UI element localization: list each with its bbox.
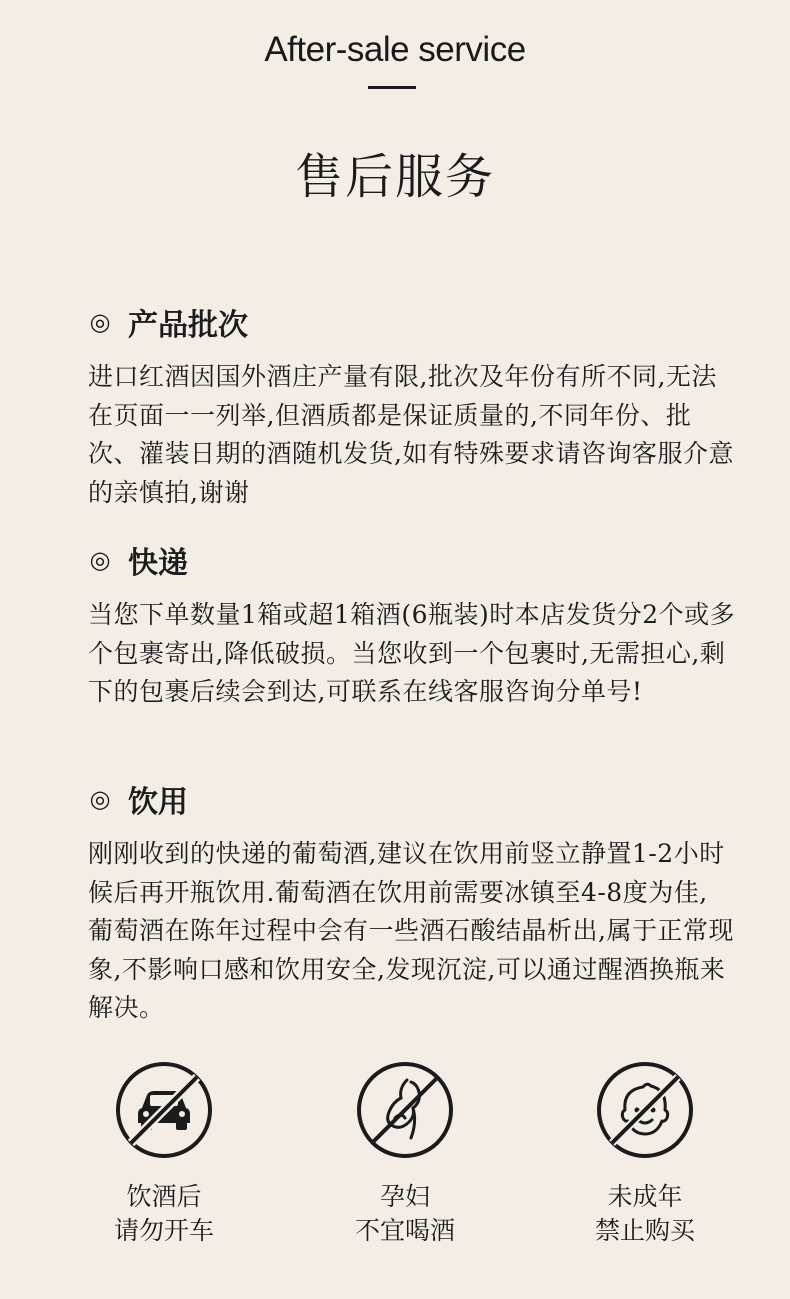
warning-label-line1: 未成年: [607, 1182, 683, 1211]
warning-label-line2: 不宜喝酒: [354, 1216, 455, 1245]
section-title: 饮用: [128, 785, 188, 820]
section-product-batch: [88, 302, 738, 512]
warning-label: [305, 1180, 505, 1248]
section-title: 快递: [128, 546, 188, 581]
warning-icons: [0, 1060, 790, 1260]
section-heading: [88, 302, 738, 342]
title-divider: [368, 86, 416, 89]
no-drunk-driving-icon: [114, 1060, 214, 1160]
section-heading: [88, 779, 738, 819]
page-title: 售后服务: [294, 149, 495, 205]
warning-no-pregnant: [305, 1060, 505, 1248]
section-title: 产品批次: [128, 308, 248, 343]
warning-label: [545, 1180, 745, 1248]
warning-label-line2: 请勿开车: [113, 1216, 214, 1245]
warning-label-line1: 饮酒后: [126, 1182, 202, 1211]
bullseye-icon: ◎: [89, 308, 111, 336]
section-body: 刚刚收到的快递的葡萄酒,建议在饮用前竖立静置1-2小时候后再开瓶饮用.葡萄酒在饮用前需要冰镇至4-8度为佳, 葡萄酒在陈年过程中会有一些酒石酸结晶析出,属于正常现象,不影响口感和饮用安全,发现沉淀,可以通过醒酒换瓶来解决。: [88, 839, 734, 1022]
bullseye-icon: ◎: [89, 785, 111, 813]
section-shipping: [88, 540, 738, 712]
no-pregnant-icon: [355, 1060, 455, 1160]
section-body: 进口红酒因国外酒庄产量有限,批次及年份有所不同,无法在页面一一列举,但酒质都是保证质量的,不同年份、批次、灌装日期的酒随机发货,如有特殊要求请咨询客服介意的亲慎拍,谢谢: [88, 362, 734, 507]
warning-no-minors: [545, 1060, 745, 1248]
warning-label: [64, 1180, 264, 1248]
warning-label-line1: 孕妇: [379, 1182, 430, 1211]
section-heading: [88, 540, 738, 580]
section-body: 当您下单数量1箱或超1箱酒(6瓶装)时本店发货分2个或多个包裹寄出,降低破损。当您收到一个包裹时,无需担心,剩下的包裹后续会到达,可联系在线客服咨询分单号!: [88, 600, 736, 706]
warning-label-line2: 禁止购买: [594, 1216, 695, 1245]
no-minors-icon: [595, 1060, 695, 1160]
section-drinking: [88, 779, 738, 1028]
en-title: After-sale service: [264, 30, 526, 69]
bullseye-icon: ◎: [89, 546, 111, 574]
warning-no-drunk-driving: [64, 1060, 264, 1248]
